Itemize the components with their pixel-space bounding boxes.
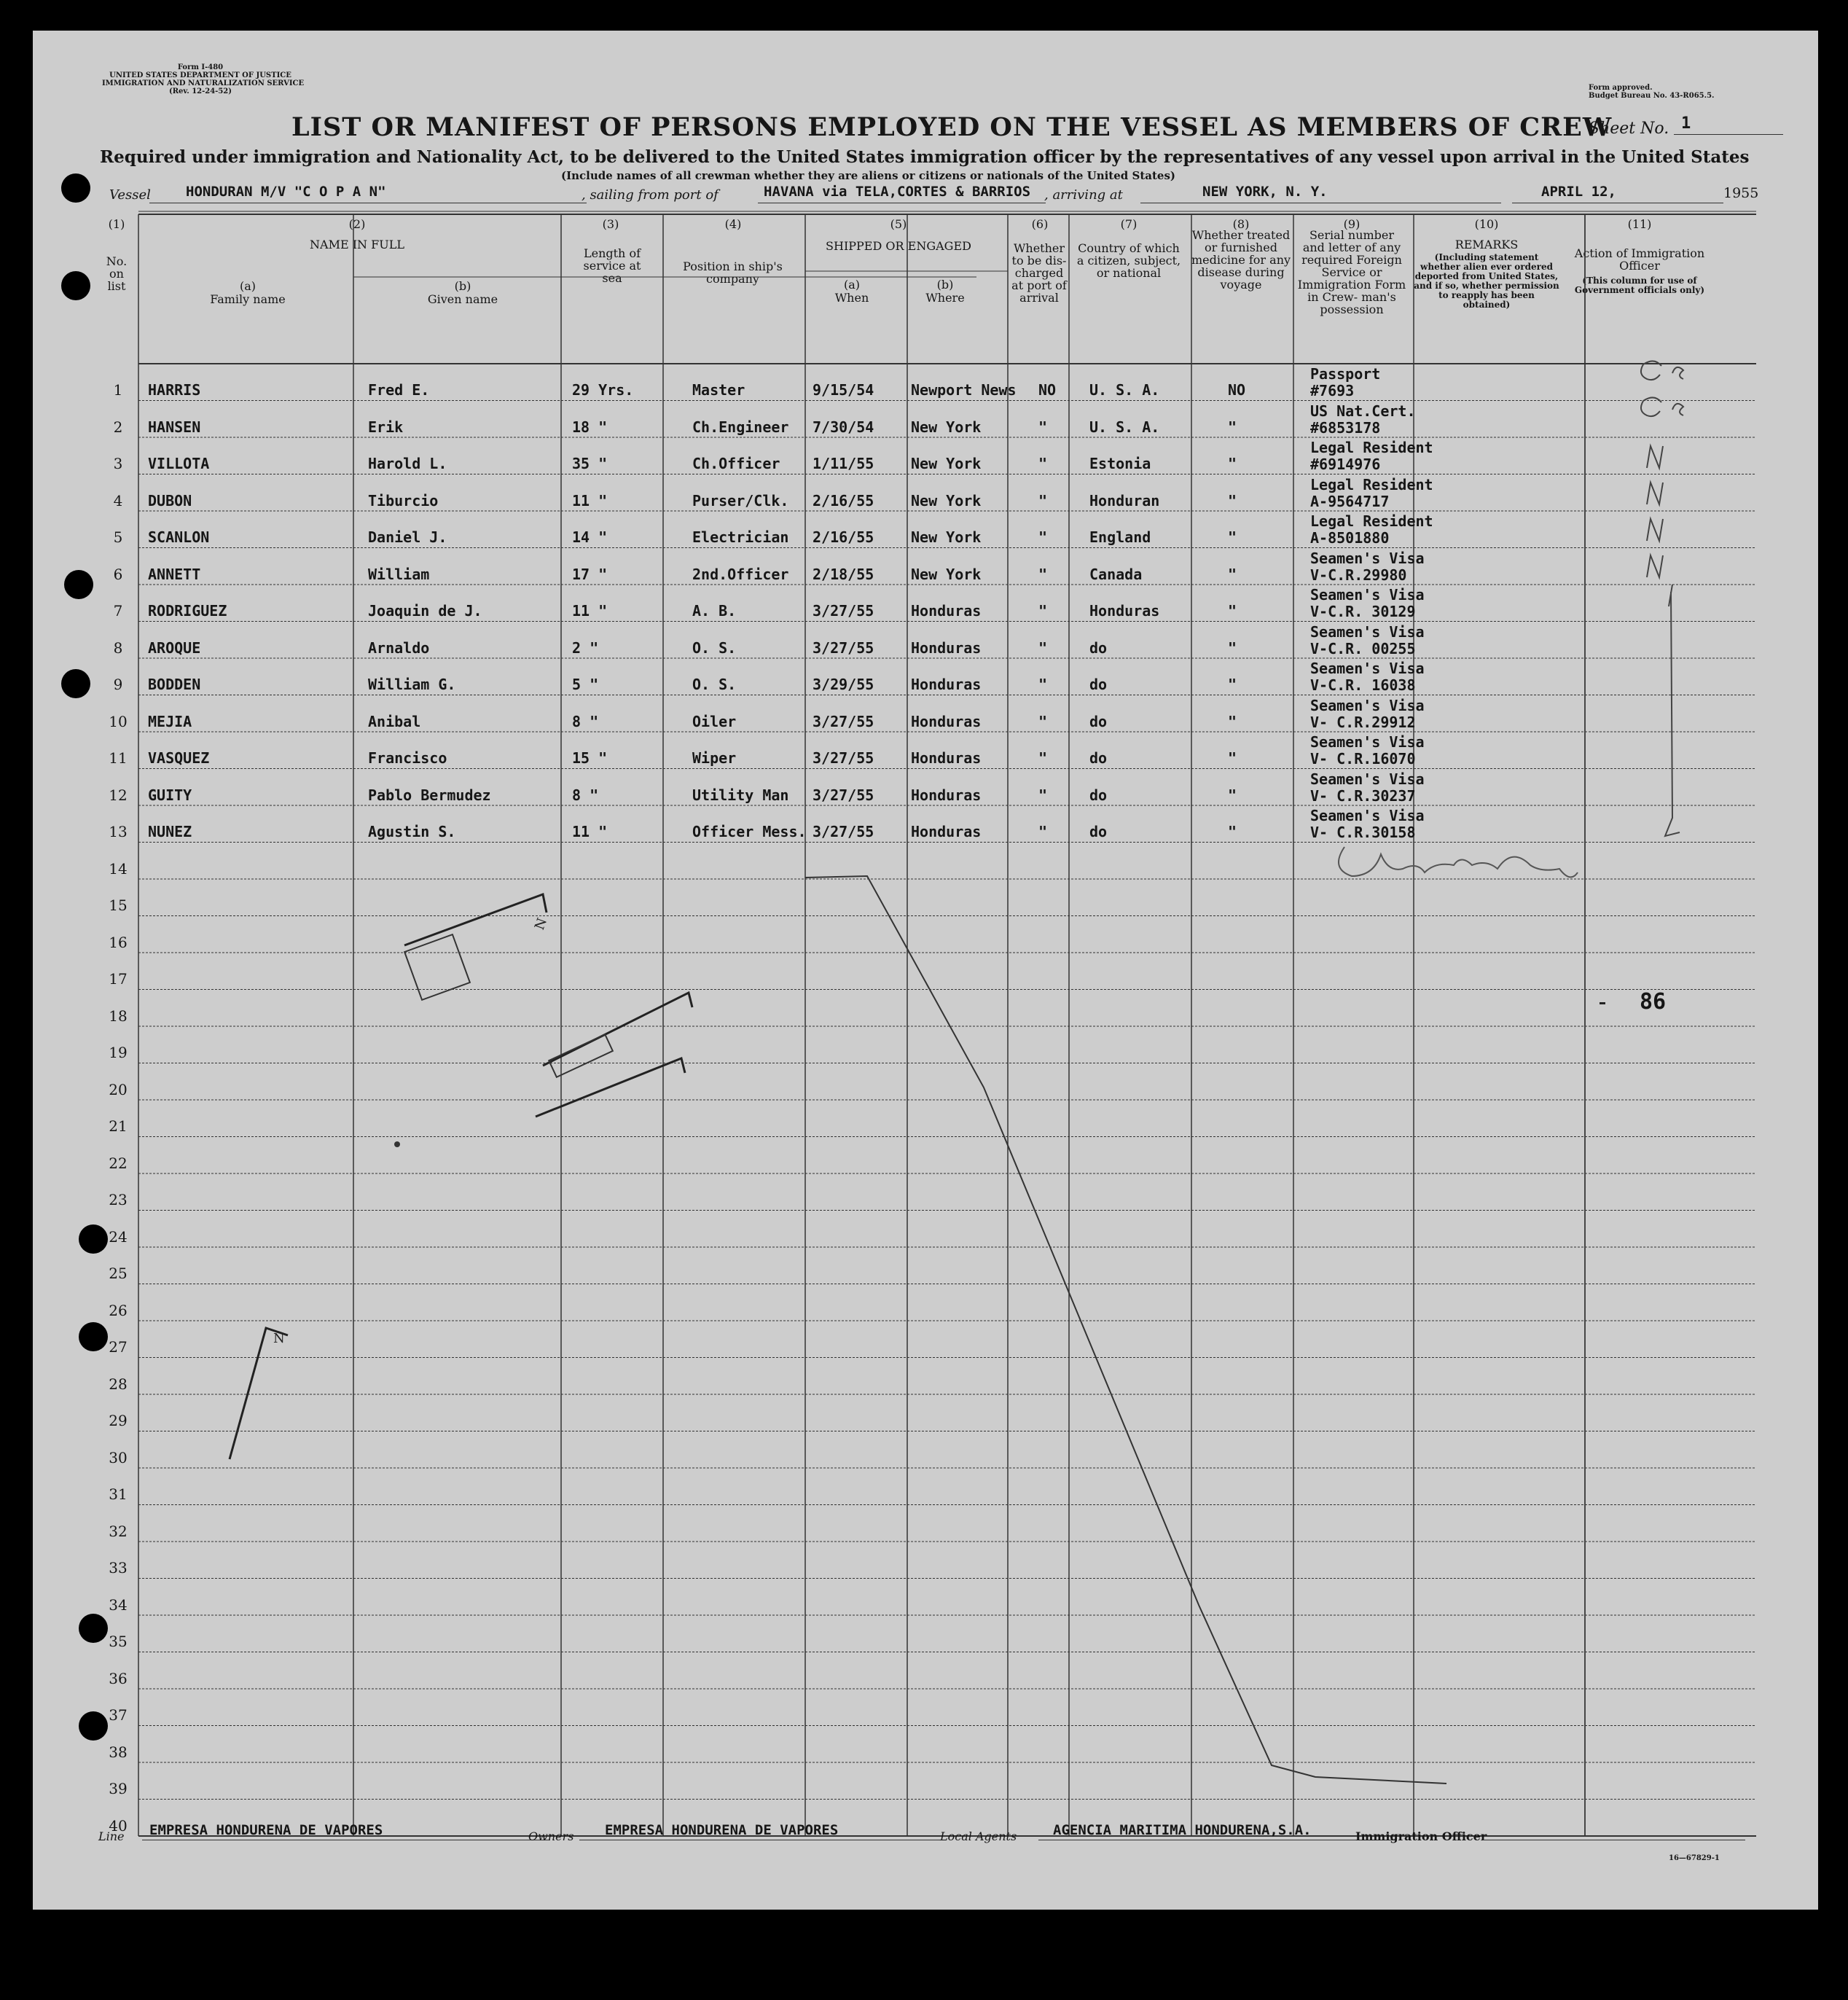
- family-name: DUBON: [148, 491, 192, 509]
- row-number: 14: [109, 859, 128, 878]
- shipped-where: Honduras: [911, 676, 982, 693]
- document-number: V- C.R.30158: [1310, 824, 1416, 841]
- col7-num: (7): [1120, 217, 1138, 231]
- row-number: 37: [109, 1706, 128, 1724]
- document-number: A-8501880: [1310, 529, 1390, 547]
- shipped-where: Newport News: [911, 381, 1017, 399]
- document-type: Seamen's Visa: [1310, 807, 1425, 824]
- discharged: ": [1038, 786, 1048, 804]
- col10-subheader: (Including statement whether alien ever ordered deported from United States, and if so, whether permission to reapply has been obtained): [1414, 252, 1559, 310]
- discharged: ": [1038, 749, 1048, 767]
- shipped-where: Honduras: [911, 712, 982, 730]
- family-name: HANSEN: [148, 418, 201, 436]
- document-number: V- C.R.30237: [1310, 786, 1416, 805]
- binder-hole: [61, 271, 90, 300]
- agents-value: AGENCIA MARITIMA HONDURENA,S.A.: [1053, 1822, 1312, 1838]
- row-number: 17: [109, 970, 128, 988]
- shipped-where: Honduras: [911, 749, 982, 767]
- shipped-where: Honduras: [911, 786, 982, 804]
- vessel-name: HONDURAN M/V "C O P A N": [186, 184, 386, 200]
- row-number: 15: [109, 897, 128, 914]
- row-number: 10: [109, 712, 128, 730]
- row-number: 13: [109, 823, 128, 840]
- shipped-when: 9/15/54: [813, 381, 874, 399]
- country: Estonia: [1089, 455, 1151, 472]
- col5b-num: (b): [936, 278, 954, 292]
- shipped-when: 2/16/55: [813, 491, 874, 509]
- discharged: ": [1038, 528, 1048, 546]
- col1-header: No. on list: [106, 254, 128, 293]
- col5-header: SHIPPED OR ENGAGED: [826, 239, 971, 253]
- document-number: #6853178: [1310, 418, 1381, 437]
- discharged: ": [1038, 491, 1048, 509]
- shipped-when: 3/29/55: [813, 676, 874, 693]
- shipped-where: New York: [911, 528, 982, 546]
- shipped-where: New York: [911, 491, 982, 509]
- row-number: 39: [109, 1780, 128, 1797]
- row-number: 19: [109, 1044, 128, 1061]
- budget-bureau: Budget Bureau No. 43-R065.5.: [1589, 92, 1715, 100]
- discharged: NO: [1038, 381, 1057, 399]
- row-number: 20: [109, 1080, 128, 1098]
- medicine: ": [1228, 418, 1237, 436]
- row-number: 36: [109, 1669, 128, 1687]
- family-name: VASQUEZ: [148, 749, 210, 767]
- shipped-where: New York: [911, 418, 982, 436]
- manifest-form: [33, 31, 1818, 1910]
- document-type: Seamen's Visa: [1310, 770, 1425, 788]
- binder-hole: [79, 1711, 108, 1741]
- medicine: ": [1228, 455, 1237, 472]
- document-type: Seamen's Visa: [1310, 660, 1425, 677]
- col5b-header: Where: [925, 291, 965, 305]
- col6-header: Whether to be dis- charged at port of arrival: [1011, 241, 1067, 305]
- length-of-service: 17 ": [572, 565, 608, 583]
- position: 2nd.Officer: [692, 565, 789, 583]
- col9-header: Serial number and letter of any required Foreign Service or Immigration Form in Crew- man's possession: [1297, 228, 1406, 316]
- line-value: EMPRESA HONDURENA DE VAPORES: [149, 1822, 383, 1838]
- discharged: ": [1038, 638, 1048, 657]
- given-name: Daniel J.: [368, 528, 447, 546]
- document-type: Legal Resident: [1310, 439, 1433, 456]
- document-number: V-C.R.29980: [1310, 566, 1407, 584]
- given-name: William: [368, 565, 430, 583]
- given-name: Tiburcio: [368, 491, 439, 509]
- position: Officer Mess.: [692, 823, 807, 840]
- position: Electrician: [692, 528, 789, 546]
- discharged: ": [1038, 602, 1048, 620]
- binder-hole: [79, 1322, 108, 1351]
- arrival-date: APRIL 12,: [1541, 184, 1616, 200]
- length-of-service: 35 ": [572, 455, 608, 472]
- col5a-num: (a): [843, 278, 861, 292]
- col2a-num: (a): [239, 279, 257, 293]
- binder-hole: [64, 570, 93, 599]
- family-name: MEJIA: [148, 712, 192, 730]
- document-type: Seamen's Visa: [1310, 733, 1425, 751]
- discharged: ": [1038, 712, 1048, 730]
- length-of-service: 2 ": [572, 638, 599, 657]
- row-number: 30: [109, 1448, 128, 1466]
- discharged: ": [1038, 565, 1048, 583]
- document-number: V- C.R.29912: [1310, 713, 1416, 731]
- svg-text:N: N: [531, 915, 551, 932]
- length-of-service: 11 ": [572, 491, 608, 509]
- medicine: NO: [1228, 381, 1246, 399]
- col4-header: Position in ship's company: [683, 259, 783, 286]
- country: do: [1089, 749, 1108, 767]
- medicine: ": [1228, 712, 1237, 730]
- document-number: V- C.R.16070: [1310, 750, 1416, 767]
- arriving-label: , arriving at: [1044, 187, 1123, 203]
- shipped-when: 3/27/55: [813, 602, 874, 620]
- col8-header: Whether treated or furnished medicine for any disease during voyage: [1191, 228, 1291, 292]
- from-port: HAVANA via TELA,CORTES & BARRIOS: [764, 184, 1031, 200]
- family-name: NUNEZ: [148, 823, 192, 840]
- given-name: Arnaldo: [368, 638, 430, 657]
- row-number: 16: [109, 933, 128, 951]
- length-of-service: 11 ": [572, 823, 608, 840]
- col11-subheader: (This column for use of Government officials only): [1574, 276, 1705, 295]
- country: England: [1089, 528, 1151, 546]
- country: do: [1089, 786, 1108, 804]
- document-number: #7693: [1310, 382, 1355, 399]
- department: UNITED STATES DEPARTMENT OF JUSTICE: [109, 71, 291, 79]
- row-number: 11: [109, 749, 128, 767]
- shipped-when: 7/30/54: [813, 418, 874, 436]
- document-type: Seamen's Visa: [1310, 622, 1425, 641]
- country: do: [1089, 823, 1108, 840]
- binder-hole: [79, 1224, 108, 1254]
- shipped-when: 2/18/55: [813, 565, 874, 583]
- col2-header: NAME IN FULL: [310, 238, 404, 251]
- col2b-num: (b): [454, 279, 471, 293]
- row-number: 40: [109, 1816, 128, 1835]
- position: Purser/Clk.: [692, 491, 789, 509]
- service: IMMIGRATION AND NATURALIZATION SERVICE: [102, 79, 305, 87]
- length-of-service: 29 Yrs.: [572, 381, 634, 399]
- position: Utility Man: [692, 786, 789, 804]
- shipped-when: 3/27/55: [813, 786, 874, 804]
- document-number: V-C.R. 30129: [1310, 603, 1416, 620]
- row-number: 31: [109, 1485, 128, 1503]
- family-name: BODDEN: [148, 676, 201, 693]
- row-number: 5: [113, 528, 123, 546]
- length-of-service: 18 ": [572, 418, 608, 436]
- row-number: 24: [109, 1227, 128, 1246]
- given-name: Pablo Bermudez: [368, 786, 491, 804]
- country: do: [1089, 712, 1108, 730]
- given-name: Joaquin de J.: [368, 602, 482, 620]
- shipped-when: 3/27/55: [813, 638, 874, 657]
- page-title: LIST OR MANIFEST OF PERSONS EMPLOYED ON THE VESSEL AS MEMBERS OF CREW: [291, 112, 1613, 142]
- row-number: 21: [109, 1117, 128, 1135]
- shipped-where: Honduras: [911, 638, 982, 657]
- col4-num: (4): [724, 217, 742, 231]
- shipped-where: New York: [911, 565, 982, 583]
- row-number: 23: [109, 1191, 128, 1208]
- row-number: 2: [113, 418, 123, 436]
- print-code: 16—67829-1: [1669, 1854, 1720, 1862]
- col3-num: (3): [602, 217, 619, 231]
- row-number: 28: [109, 1375, 128, 1393]
- col9-num: (9): [1343, 217, 1360, 231]
- table-grid: [33, 31, 1818, 1910]
- col11-num: (11): [1627, 217, 1652, 231]
- country: do: [1089, 638, 1108, 657]
- row-number: 26: [109, 1301, 128, 1319]
- row-number: 6: [113, 565, 123, 583]
- position: O. S.: [692, 676, 737, 693]
- document-number: V-C.R. 00255: [1310, 639, 1416, 657]
- family-name: SCANLON: [148, 528, 210, 546]
- sheet-number: 1: [1681, 114, 1691, 133]
- family-name: HARRIS: [148, 381, 201, 399]
- medicine: ": [1228, 638, 1237, 657]
- svg-text:N: N: [273, 1331, 285, 1346]
- col5-num: (5): [890, 217, 907, 231]
- shipped-where: Honduras: [911, 602, 982, 620]
- row-number: 25: [109, 1265, 128, 1282]
- document-type: Seamen's Visa: [1310, 586, 1425, 603]
- form-subtitle: Required under immigration and Nationality Act, to be delivered to the United States immigration officer by the representatives of any vessel upon arrival in the United States: [100, 147, 1750, 167]
- position: Ch.Officer: [692, 455, 780, 472]
- given-name: Francisco: [368, 749, 447, 767]
- row-number: 32: [109, 1522, 128, 1540]
- row-number: 7: [113, 602, 123, 620]
- row-number: 27: [109, 1338, 128, 1356]
- sailing-label: , sailing from port of: [582, 187, 719, 203]
- form-number: Form I-480: [177, 63, 224, 71]
- medicine: ": [1228, 749, 1237, 767]
- sheet-label: Sheet No.: [1589, 120, 1669, 138]
- shipped-where: Honduras: [911, 823, 982, 840]
- row-number: 12: [109, 786, 128, 804]
- country: Honduran: [1089, 491, 1160, 509]
- given-name: Anibal: [368, 712, 421, 730]
- binder-hole: [61, 173, 90, 203]
- col7-header: Country of which a citizen, subject, or national: [1076, 241, 1181, 280]
- document-number: V-C.R. 16038: [1310, 676, 1416, 694]
- immigration-officer-label: Immigration Officer: [1355, 1829, 1487, 1843]
- medicine: ": [1228, 823, 1237, 840]
- given-name: Fred E.: [368, 381, 430, 399]
- position: Wiper: [692, 749, 737, 767]
- document-type: Legal Resident: [1310, 512, 1433, 530]
- row-number: 18: [109, 1007, 128, 1025]
- country: Honduras: [1089, 602, 1160, 620]
- owners-label: Owners: [528, 1829, 574, 1843]
- length-of-service: 11 ": [572, 602, 608, 620]
- discharged: ": [1038, 455, 1048, 472]
- owners-value: EMPRESA HONDURENA DE VAPORES: [605, 1822, 839, 1838]
- shipped-when: 3/27/55: [813, 712, 874, 730]
- row-number: 4: [113, 491, 123, 509]
- position: Oiler: [692, 712, 737, 730]
- family-name: RODRIGUEZ: [148, 602, 227, 620]
- length-of-service: 8 ": [572, 786, 599, 804]
- family-name: GUITY: [148, 786, 192, 804]
- document-type: US Nat.Cert.: [1310, 402, 1416, 420]
- binder-hole: [61, 669, 90, 698]
- form-note: (Include names of all crewman whether they are aliens or citizens or nationals of the United States): [561, 169, 1175, 182]
- position: A. B.: [692, 602, 737, 620]
- given-name: Erik: [368, 418, 404, 436]
- col8-num: (8): [1232, 217, 1250, 231]
- to-port: NEW YORK, N. Y.: [1202, 184, 1328, 200]
- shipped-when: 3/27/55: [813, 749, 874, 767]
- col2a-header: Family name: [210, 292, 286, 306]
- line-label: Line: [98, 1829, 125, 1843]
- document-type: Legal Resident: [1310, 475, 1433, 493]
- binder-hole: [79, 1614, 108, 1643]
- shipped-when: 1/11/55: [813, 455, 874, 472]
- position: Master: [692, 381, 745, 399]
- row-number: 9: [113, 676, 123, 693]
- col10-header: REMARKS: [1454, 238, 1519, 251]
- medicine: ": [1228, 602, 1237, 620]
- col10-num: (10): [1474, 217, 1499, 231]
- col11-header: Action of Immigration Officer: [1574, 246, 1705, 273]
- arrival-year: 1955: [1723, 185, 1759, 201]
- row-number: 33: [109, 1559, 128, 1577]
- vessel-label: Vessel: [109, 187, 151, 203]
- row-number: 1: [113, 381, 123, 399]
- medicine: ": [1228, 786, 1237, 804]
- document-type: Seamen's Visa: [1310, 696, 1425, 714]
- family-name: VILLOTA: [148, 455, 210, 472]
- length-of-service: 14 ": [572, 528, 608, 546]
- medicine: ": [1228, 491, 1237, 509]
- discharged: ": [1038, 823, 1048, 840]
- row-number: 38: [109, 1743, 128, 1761]
- country: U. S. A.: [1089, 381, 1160, 399]
- discharged: ": [1038, 676, 1048, 693]
- position: Ch.Engineer: [692, 418, 789, 436]
- given-name: William G.: [368, 676, 456, 693]
- document-type: Passport: [1310, 365, 1381, 383]
- position: O. S.: [692, 638, 737, 657]
- page-number: 86: [1640, 989, 1667, 1015]
- row-number: 22: [109, 1154, 128, 1172]
- country: do: [1089, 676, 1108, 693]
- col3-header: Length of service at sea: [583, 246, 641, 285]
- given-name: Agustin S.: [368, 823, 456, 840]
- family-name: AROQUE: [148, 638, 201, 657]
- col5a-header: When: [834, 291, 869, 305]
- medicine: ": [1228, 676, 1237, 693]
- family-name: ANNETT: [148, 565, 201, 583]
- col2-num: (2): [348, 217, 366, 231]
- document-number: A-9564717: [1310, 492, 1390, 510]
- col1-num: (1): [108, 217, 125, 231]
- form-approved: Form approved.: [1589, 84, 1653, 92]
- row-number: 35: [109, 1633, 128, 1650]
- document-type: Seamen's Visa: [1310, 549, 1425, 567]
- revision: (Rev. 12-24-52): [169, 87, 232, 95]
- row-number: 3: [113, 455, 123, 472]
- medicine: ": [1228, 528, 1237, 546]
- row-number: 34: [109, 1595, 128, 1614]
- row-number: 29: [109, 1412, 128, 1429]
- country: Canada: [1089, 565, 1143, 583]
- discharged: ": [1038, 418, 1048, 436]
- document-number: #6914976: [1310, 456, 1381, 473]
- row-number: 8: [113, 638, 123, 657]
- length-of-service: 8 ": [572, 712, 599, 730]
- shipped-when: 3/27/55: [813, 823, 874, 840]
- col2b-header: Given name: [427, 292, 498, 306]
- length-of-service: 5 ": [572, 676, 599, 693]
- col6-num: (6): [1031, 217, 1049, 231]
- medicine: ": [1228, 565, 1237, 583]
- length-of-service: 15 ": [572, 749, 608, 767]
- shipped-where: New York: [911, 455, 982, 472]
- shipped-when: 2/16/55: [813, 528, 874, 546]
- agents-label: Local Agents: [940, 1829, 1017, 1843]
- given-name: Harold L.: [368, 455, 447, 472]
- country: U. S. A.: [1089, 418, 1160, 436]
